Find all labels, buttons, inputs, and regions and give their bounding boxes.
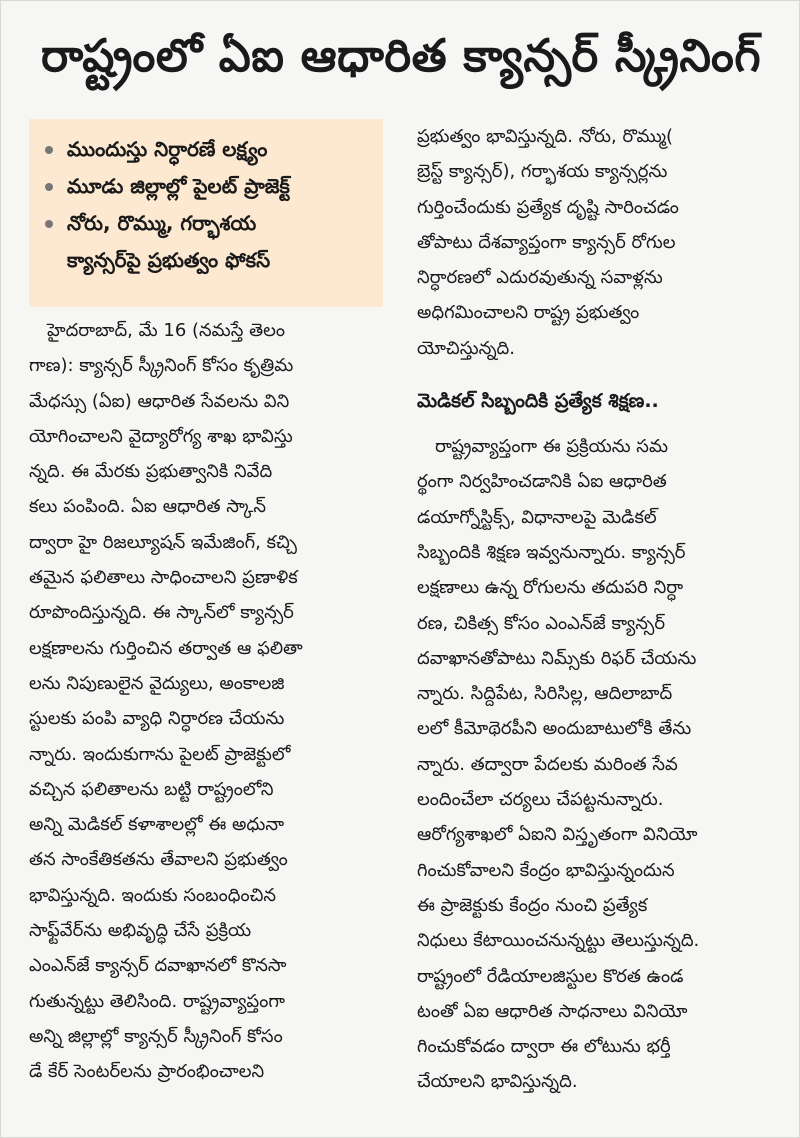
left-column [29,119,387,1090]
bullet-icon [45,183,53,191]
text-line: సిబ్బందికి శిక్షణ ఇవ్వనున్నారు. క్యాన్సర్ [417,541,686,563]
bullet-icon [45,146,53,154]
text-line: మేధస్సు (ఏఐ) ఆధారిత సేవలను విని [29,390,290,412]
text-line: న్నది. ఈ మేరకు ప్రభుత్వానికి నివేది [29,461,273,483]
text-line: టంతో ఏఐ ఆధారిత సాధనాలు వినియో [417,1000,688,1022]
text-line: బ్రెస్ట్ క్యాన్సర్), గర్భాశయ క్యాన్సర్లను [417,161,668,183]
highlight-item [41,131,373,168]
text-line: అన్ని మెడికల్ కళాశాలల్లో ఈ అధునా [29,814,285,836]
text-line: ఈ ప్రాజెక్టుకు కేంద్రం నుంచి ప్రత్యేక [417,894,648,916]
text-line: వచ్చిన ఫలితాలను బట్టి రాష్ట్రంలోని [29,778,274,800]
text-line: లను నిపుణులైన వైద్యులు, అంకాలజి [29,672,285,694]
text-line: నిధులు కేటాయించనున్నట్టు తెలుస్తున్నది. [417,930,700,952]
text-line: రణ, చికిత్స కోసం ఎంఎన్‌జే క్యాన్సర్ [417,612,666,634]
text-line: లక్షణాలు ఉన్న రోగులను తదుపరి నిర్ధా [417,577,684,599]
text-line: భావిస్తున్నది. ఇందుకు సంబంధించిన [29,884,276,906]
subheading: మెడికల్ సిబ్బందికి ప్రత్యేక శిక్షణ.. [417,390,659,413]
text-line: యోగించాలని వైద్యారోగ్య శాఖ భావిస్తు [29,425,293,447]
text-line: గుతున్నట్టు తెలిసింది. రాష్ట్రవ్యాప్తంగా [29,990,285,1012]
text-line: లందించేలా చర్యలు చేపట్టనున్నారు. [417,789,664,811]
text-line: కలు పంపింది. ఏఐ ఆధారిత స్కాన్ [29,496,266,518]
text-line: డే కేర్ సెంటర్‌లను ప్రారంభించాలని [29,1061,265,1083]
text-line: సాఫ్ట్‌వేర్‌ను అభివృద్ధి చేసే ప్రక్రియ [29,920,252,942]
headline: రాష్ట్రంలో ఏఐ ఆధారిత క్యాన్సర్ స్క్రీనింగ్ [40,29,762,82]
text-line: తన సాంకేతికతను తేవాలని ప్రభుత్వం [29,849,288,871]
highlight-text: మూడు జిల్లాల్లో పైలట్ ప్రాజెక్ట్ [67,174,290,198]
text-line: తోపాటు దేశవ్యాప్తంగా క్యాన్సర్ రోగుల [417,231,676,253]
text-line: గించుకోవాలని కేంద్రం భావిస్తున్నందున [417,859,675,881]
text-line: లక్షణాలను గుర్తించిన తర్వాత ఆ ఫలితా [29,637,303,659]
highlight-item [41,168,373,205]
text-line: న్నారు. ఇందుకుగాను పైలట్ ప్రాజెక్టులో [29,743,291,765]
bullet-icon [45,220,53,228]
article-body-right-top [417,119,781,366]
highlight-text-continued: క్యాన్సర్‌పై ప్రభుత్వం ఫోకస్ [67,248,271,272]
text-line: హైదరాబాద్, మే 16 (నమస్తే తెలం [47,320,285,341]
text-line: రాష్ట్రంలో రేడియాలజిస్టుల కొరత ఉండ [417,965,684,987]
highlight-item [41,205,373,242]
text-line: న్నారు. తద్వారా పేదలకు మరింత సేవ [417,753,678,775]
text-line: ప్రభుత్వం భావిస్తున్నది. నోరు, రొమ్ము( [417,126,674,147]
text-line: చేయాలని భావిస్తున్నది. [417,1071,578,1093]
text-line: ర్థంగా నిర్వహించడానికి ఏఐ ఆధారిత [417,471,667,493]
text-line: ఎంఎన్‌జే క్యాన్సర్ దవాఖానలో కొనసా [29,955,287,977]
text-line: దవాఖానతోపాటు నిమ్స్‌కు రిఫర్ చేయను [417,647,697,669]
right-column [417,119,781,1100]
highlight-text: ముందుస్తు నిర్ధారణే లక్ష్యం [67,137,268,161]
text-line: గాణ): క్యాన్సర్ స్క్రీనింగ్ కోసం కృత్రిమ [29,355,294,377]
article-body-right-bottom [417,429,781,1100]
text-line: తమైన ఫలితాలు సాధించాలని ప్రణాళిక [29,567,298,589]
text-line: డయాగ్నోస్టిక్స్, విధానాలపై మెడికల్ [417,506,657,528]
highlights-box [29,119,383,307]
text-line: రాష్ట్రవ్యాప్తంగా ఈ ప్రక్రియను సమ [435,436,668,458]
text-line: అన్ని జిల్లాల్లో క్యాన్సర్ స్క్రీనింగ్ కోసం [29,1025,283,1047]
text-line: యోచిస్తున్నది. [417,337,515,359]
text-line: ఆరోగ్యశాఖలో ఏఐని విస్తృతంగా వినియో [417,824,698,846]
text-line: స్టులకు పంపి వ్యాధి నిర్ధారణ చేయను [29,708,285,730]
text-line: అధిగమించాలని రాష్ట్ర ప్రభుత్వం [417,302,640,324]
text-line: గించుకోవడం ద్వారా ఈ లోటును భర్తీ [417,1036,671,1058]
text-line: నిర్ధారణలో ఎదురవుతున్న సవాళ్లను [417,267,663,289]
text-line: ద్వారా హై రిజల్యూషన్ ఇమేజింగ్, కచ్చి [29,531,297,553]
text-line: రూపొందిస్తున్నది. ఈ స్కాన్‌లో క్యాన్సర్ [29,602,294,624]
text-line: లలో కీమోథెరపీని అందుబాటులోకి తేను [417,718,692,740]
article-body-left [29,313,387,1090]
highlight-text: నోరు, రొమ్ము, గర్భాశయ [67,211,257,235]
text-line: న్నారు. సిద్దిపేట, సిరిసిల్ల, ఆదిలాబాద్ [417,683,673,705]
text-line: గుర్తించేందుకు ప్రత్యేక దృష్టి సారించడం [417,196,679,218]
